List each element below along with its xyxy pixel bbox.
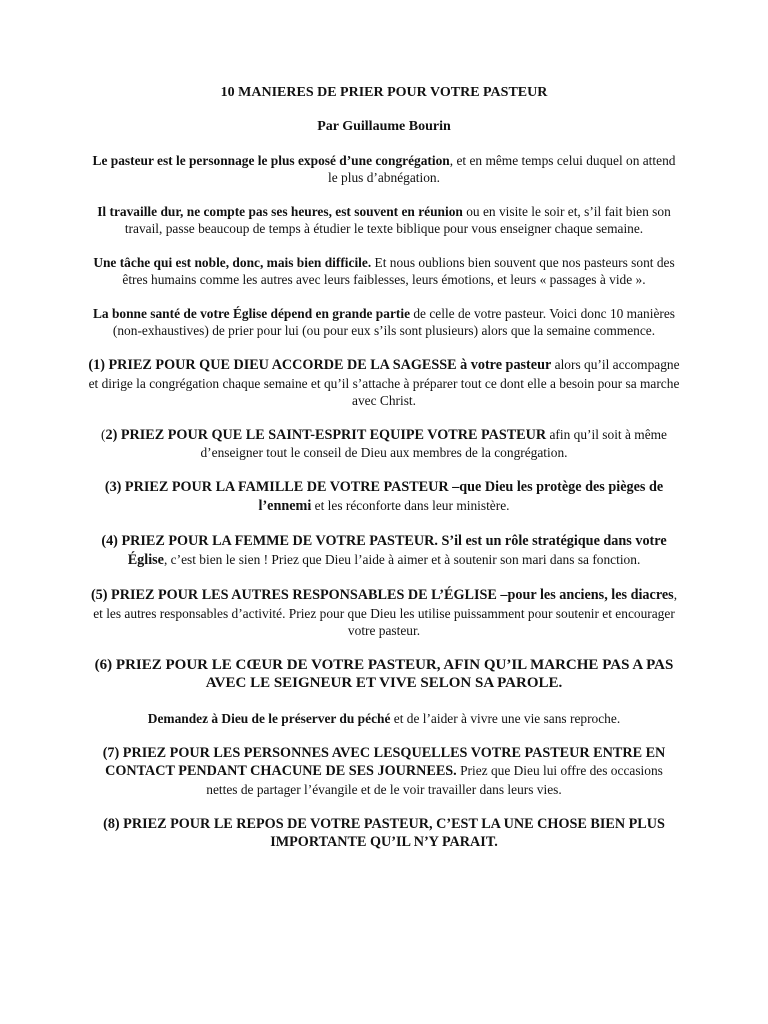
point-2-lead: ( [101, 426, 106, 442]
point-6 [88, 656, 680, 693]
intro-paragraph-1 [88, 152, 680, 186]
intro-1-bold: Le pasteur est le personnage le plus exposé d’une congrégation [92, 153, 450, 168]
intro-4-text: de celle de votre pasteur. Voici donc 10 manières (non-exhaustives) de prier pour lui (ou pour eux s’ils sont plusieurs) alors que la semaine commence. [112, 306, 676, 338]
point-1 [88, 356, 680, 409]
point-1-bold: (1) PRIEZ POUR QUE DIEU ACCORDE DE LA SAGESSE à votre pasteur [88, 357, 552, 373]
point-4 [88, 532, 680, 569]
document-author: Par Guillaume Bourin [317, 119, 451, 134]
point-7-bold: (7) PRIEZ POUR LES PERSONNES AVEC LESQUELLES VOTRE PASTEUR ENTRE EN CONTACT PENDANT CHACUNE DE SES JOURNEES. [102, 744, 666, 779]
point-6-followup-text: et de l’aider à vivre une vie sans reproche. [390, 710, 621, 726]
document-title: 10 MANIERES DE PRIER POUR VOTRE PASTEUR [220, 85, 548, 100]
point-6-followup [88, 710, 680, 727]
point-4-bold: (4) PRIEZ POUR LA FEMME DE VOTRE PASTEUR. S’il est un rôle stratégique dans votre Église [101, 533, 667, 568]
point-5 [88, 586, 680, 639]
intro-3-bold: Une tâche qui est noble, donc, mais bien difficile. [93, 255, 372, 270]
point-5-bold: (5) PRIEZ POUR LES AUTRES RESPONSABLES DE L’ÉGLISE –pour les anciens, les diacres [90, 587, 674, 603]
intro-paragraph-2 [88, 203, 680, 237]
point-3 [88, 478, 680, 515]
point-5-text: , et les autres responsables d’activité. Priez pour que Dieu les utilise puissamment pour soutenir et encourager votre pasteur. [93, 587, 678, 638]
intro-paragraph-4 [88, 305, 680, 339]
intro-paragraph-3 [88, 254, 680, 288]
intro-2-bold: Il travaille dur, ne compte pas ses heures, est souvent en réunion [97, 204, 463, 219]
intro-3-text: Et nous oublions bien souvent que nos pasteurs sont des êtres humains comme les autres avec leurs faiblesses, leurs émotions, et leurs « passages à vide ». [122, 255, 675, 287]
point-3-bold: (3) PRIEZ POUR LA FAMILLE DE VOTRE PASTEUR –que Dieu les protège des pièges de l’ennemi [104, 479, 664, 514]
point-7-text: Priez que Dieu lui offre des occasions nettes de partager l’évangile et de le voir travailler dans leurs vies. [206, 763, 663, 797]
point-2 [88, 426, 680, 462]
intro-1-text: , et en même temps celui duquel on attend le plus d’abnégation. [328, 153, 676, 185]
intro-4-bold: La bonne santé de votre Église dépend en grande partie [92, 306, 411, 321]
point-8-bold: (8) PRIEZ POUR LE REPOS DE VOTRE PASTEUR, C’EST LA UNE CHOSE BIEN PLUS IMPORTANTE QU’IL N’Y PARAIT. [103, 815, 665, 850]
point-4-text: , c’est bien le sien ! Priez que Dieu l’aide à aimer et à soutenir son mari dans sa fonction. [163, 551, 641, 567]
intro-2-text: ou en visite le soir et, s’il fait bien son travail, passe beaucoup de temps à étudier le texte biblique pour vous enseigner chaque semaine. [124, 204, 671, 236]
point-1-text: alors qu’il accompagne et dirige la congrégation chaque semaine et qu’il s’attache à préparer tout ce dont elle a besoin pour sa marche avec Christ. [88, 357, 680, 408]
point-2-bold: 2) PRIEZ POUR QUE LE SAINT-ESPRIT EQUIPE VOTRE PASTEUR [105, 426, 547, 443]
point-6-followup-bold: Demandez à Dieu de le préserver du péché [147, 710, 391, 726]
document-page [88, 84, 680, 869]
point-2-text: afin qu’il soit à même d’enseigner tout le conseil de Dieu aux membres de la congrégation. [200, 426, 667, 460]
point-7 [88, 744, 680, 798]
point-6-bold: (6) PRIEZ POUR LE CŒUR DE VOTRE PASTEUR, AFIN QU’IL MARCHE PAS A PAS AVEC LE SEIGNEUR ET VIVE SELON SA PAROLE. [94, 656, 674, 691]
point-3-text: et les réconforte dans leur ministère. [311, 497, 510, 513]
point-8 [88, 815, 680, 852]
